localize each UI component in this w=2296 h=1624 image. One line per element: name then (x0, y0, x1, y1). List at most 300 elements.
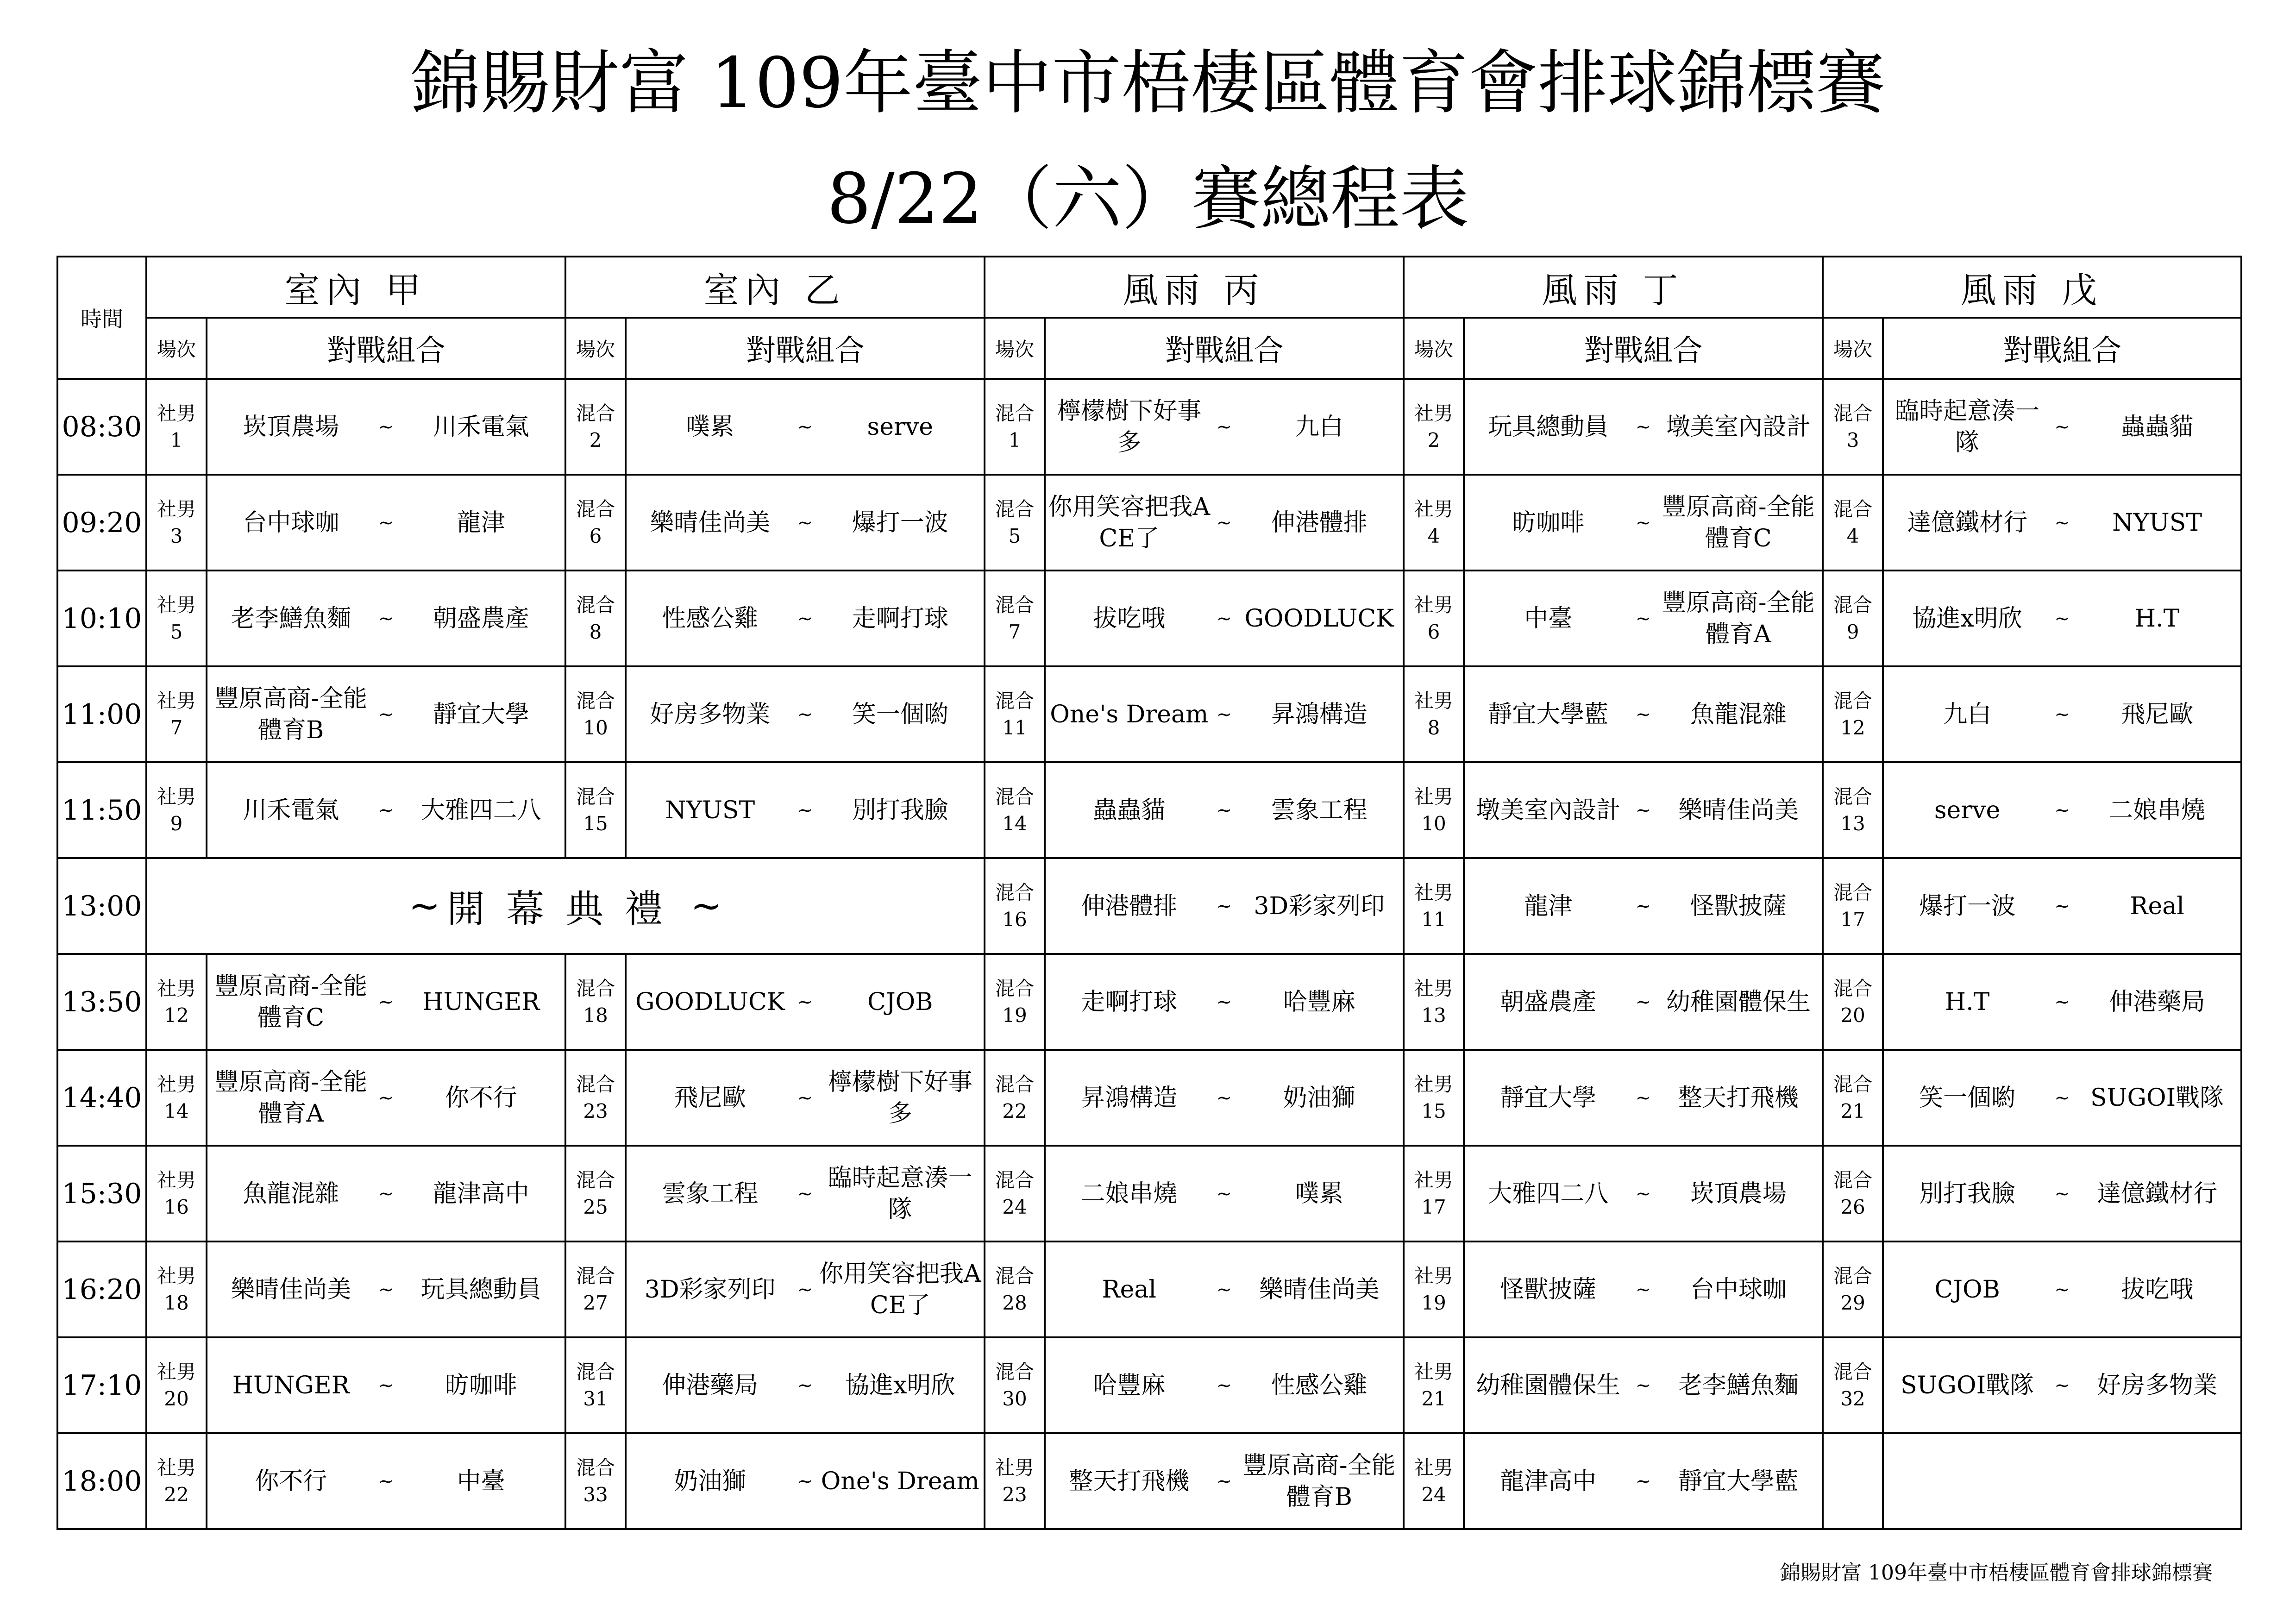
match-number: 5 (170, 620, 183, 643)
match-number: 1 (1008, 428, 1021, 451)
match-pairing (1464, 858, 1823, 954)
match-pairing (207, 1337, 565, 1433)
team-a: 檸檬樹下好事多 (1057, 397, 1202, 457)
match-number: 16 (1002, 908, 1027, 931)
team-a: 3D彩家列印 (644, 1275, 776, 1304)
team-a: 走啊打球 (1081, 988, 1178, 1016)
match-code (1823, 571, 1883, 666)
team-a: 別打我臉 (1919, 1179, 2016, 1208)
match-header: 對戰組合 (1045, 318, 1404, 379)
match-pairing (207, 954, 565, 1050)
match-code (1404, 379, 1464, 475)
match-type: 混合 (995, 689, 1035, 712)
pairing (1465, 955, 1822, 1049)
vs-separator: ~ (1216, 512, 1232, 533)
match-code (985, 571, 1045, 666)
team-b: 笑一個喲 (852, 700, 948, 728)
team-a: 老李鱔魚麵 (231, 604, 351, 633)
match-code (1404, 475, 1464, 571)
match-number: 16 (164, 1195, 189, 1218)
match-code (146, 954, 207, 1050)
match-pairing (207, 475, 565, 571)
match-code (1404, 954, 1464, 1050)
team-b: 怪獸披薩 (1690, 892, 1787, 920)
pairing (1046, 380, 1403, 474)
match-code (1823, 1146, 1883, 1242)
pairing (1884, 1242, 2240, 1336)
team-a: 拔吃哦 (1093, 604, 1166, 633)
team-a: 好房多物業 (650, 700, 771, 728)
time-slot: 18:00 (57, 1433, 146, 1529)
team-a: 協進x明欣 (1912, 604, 2022, 633)
empty-code-cell (1823, 1433, 1883, 1529)
pairing (627, 955, 984, 1049)
team-b: 別打我臉 (852, 796, 948, 824)
vs-separator: ~ (378, 416, 394, 438)
match-number: 7 (1008, 620, 1021, 643)
match-pairing (626, 762, 985, 858)
match-number: 33 (583, 1483, 608, 1506)
match-type: 混合 (995, 1264, 1035, 1287)
vs-separator: ~ (797, 1470, 813, 1492)
match-pairing (1045, 379, 1404, 475)
match-number: 22 (1002, 1099, 1027, 1122)
code-header: 場次 (565, 318, 626, 379)
schedule-row (57, 1242, 2241, 1337)
match-pairing (1045, 762, 1404, 858)
match-type: 混合 (576, 1168, 615, 1191)
match-number: 24 (1421, 1483, 1446, 1506)
pairing (1046, 1242, 1403, 1336)
vs-separator: ~ (797, 1087, 813, 1109)
team-a: GOODLUCK (635, 988, 785, 1016)
match-pairing (1045, 666, 1404, 762)
match-number: 9 (170, 812, 183, 835)
pairing (1046, 859, 1403, 953)
match-number: 13 (1421, 1003, 1446, 1027)
pairing (1046, 955, 1403, 1049)
schedule-row (57, 666, 2241, 762)
match-number: 20 (164, 1387, 189, 1410)
time-header: 時間 (57, 257, 146, 379)
match-type: 社男 (157, 497, 196, 520)
team-b: 你不行 (445, 1084, 517, 1112)
match-number: 4 (1427, 524, 1440, 547)
team-b: 3D彩家列印 (1254, 892, 1385, 920)
vs-separator: ~ (1216, 991, 1232, 1013)
match-type: 混合 (1833, 1168, 1873, 1191)
vs-separator: ~ (1216, 799, 1232, 821)
match-pairing (207, 1146, 565, 1242)
team-a: 你不行 (255, 1467, 327, 1495)
match-code (985, 858, 1045, 954)
vs-separator: ~ (1216, 1470, 1232, 1492)
team-a: 怪獸披薩 (1500, 1275, 1597, 1304)
pairing (627, 380, 984, 474)
match-number: 14 (164, 1099, 189, 1122)
match-type: 社男 (1414, 881, 1454, 904)
match-number: 8 (1427, 716, 1440, 739)
schedule-row (57, 571, 2241, 666)
match-code (1404, 1146, 1464, 1242)
team-a: 台中球咖 (243, 508, 339, 537)
team-a: 中臺 (1524, 604, 1573, 633)
team-b: 協進x明欣 (845, 1371, 955, 1399)
team-b: 玩具總動員 (420, 1275, 541, 1304)
match-pairing (207, 762, 565, 858)
match-number: 3 (1846, 428, 1859, 451)
pairing (1884, 1338, 2240, 1432)
vs-separator: ~ (378, 1087, 394, 1109)
pairing (627, 1147, 984, 1241)
match-code (985, 1433, 1045, 1529)
match-type: 混合 (576, 1456, 615, 1479)
time-slot: 14:40 (57, 1050, 146, 1146)
match-number: 3 (170, 524, 183, 547)
team-a: 奶油獅 (674, 1467, 747, 1495)
match-type: 混合 (995, 401, 1035, 425)
match-number: 25 (583, 1195, 608, 1218)
match-number: 17 (1421, 1195, 1446, 1218)
match-pairing (1045, 475, 1404, 571)
team-a: 崁頂農場 (243, 413, 339, 441)
team-b: Real (2130, 892, 2184, 920)
match-number: 23 (1002, 1483, 1027, 1506)
match-type: 混合 (1833, 1264, 1873, 1287)
match-pairing (207, 1050, 565, 1146)
team-a: 臨時起意湊一隊 (1895, 397, 2040, 457)
team-b: SUGOI戰隊 (2090, 1084, 2224, 1112)
team-b: CJOB (867, 988, 933, 1016)
vs-separator: ~ (797, 1183, 813, 1204)
match-number: 12 (1840, 716, 1865, 739)
team-a: 幼稚園體保生 (1476, 1371, 1621, 1399)
match-code (985, 379, 1045, 475)
vs-separator: ~ (1635, 895, 1651, 917)
vs-separator: ~ (797, 703, 813, 725)
match-code (146, 475, 207, 571)
team-a: 伸港藥局 (662, 1371, 759, 1399)
vs-separator: ~ (2054, 1374, 2070, 1396)
match-number: 5 (1008, 524, 1021, 547)
match-number: 27 (583, 1291, 608, 1314)
pairing (1465, 380, 1822, 474)
match-number: 21 (1840, 1099, 1865, 1122)
vs-separator: ~ (1635, 416, 1651, 438)
pairing (1465, 1434, 1822, 1528)
match-code (565, 1242, 626, 1337)
pairing (1465, 1051, 1822, 1145)
schedule-row (57, 1433, 2241, 1529)
match-code (565, 1433, 626, 1529)
schedule-row (57, 762, 2241, 858)
match-code (985, 762, 1045, 858)
team-b: 魚龍混雜 (1690, 700, 1787, 728)
match-code (1404, 1433, 1464, 1529)
pairing (1046, 571, 1403, 665)
match-code (1404, 571, 1464, 666)
page-title: 錦賜財富 109年臺中市梧棲區體育會排球錦標賽 (411, 43, 1885, 124)
match-type: 社男 (1414, 689, 1454, 712)
match-number: 2 (1427, 428, 1440, 451)
match-type: 混合 (1833, 1072, 1873, 1096)
pairing (207, 763, 565, 857)
match-number: 24 (1002, 1195, 1027, 1218)
team-b: 幼稚園體保生 (1666, 988, 1811, 1016)
team-a: 豐原高商-全能體育A (214, 1068, 368, 1128)
match-number: 6 (1427, 620, 1440, 643)
match-number: 29 (1840, 1291, 1865, 1314)
match-code (1823, 1337, 1883, 1433)
match-pairing (1045, 1050, 1404, 1146)
match-type: 社男 (1414, 1360, 1454, 1383)
team-a: 川禾電氣 (243, 796, 339, 824)
pairing (1046, 667, 1403, 761)
schedule-table (56, 256, 2242, 1530)
match-type: 社男 (995, 1456, 1035, 1479)
match-pairing (1883, 666, 2241, 762)
vs-separator: ~ (1216, 416, 1232, 438)
match-code (146, 1337, 207, 1433)
match-pairing (1883, 1337, 2241, 1433)
team-a: 你用笑容把我ACE了 (1048, 493, 1211, 552)
match-type: 混合 (1833, 689, 1873, 712)
vs-separator: ~ (1635, 991, 1651, 1013)
match-code (565, 954, 626, 1050)
match-pairing (1464, 954, 1823, 1050)
pairing (207, 1051, 565, 1145)
match-pairing (1045, 1146, 1404, 1242)
match-number: 18 (164, 1291, 189, 1314)
match-number: 19 (1002, 1003, 1027, 1027)
team-a: 龍津高中 (1500, 1467, 1597, 1495)
team-b: 豐原高商-全能體育B (1243, 1451, 1396, 1511)
vs-separator: ~ (378, 1183, 394, 1204)
team-b: 飛尼歐 (2121, 700, 2194, 728)
vs-separator: ~ (797, 416, 813, 438)
match-code (146, 1050, 207, 1146)
match-pairing (1883, 379, 2241, 475)
team-b: 奶油獅 (1283, 1084, 1355, 1112)
match-pairing (1883, 571, 2241, 666)
team-a: 朝盛農產 (1500, 988, 1597, 1016)
team-b: 走啊打球 (852, 604, 948, 633)
pairing (1465, 1242, 1822, 1336)
team-b: 好房多物業 (2097, 1371, 2218, 1399)
team-b: 老李鱔魚麵 (1678, 1371, 1799, 1399)
vs-separator: ~ (1216, 1087, 1232, 1109)
match-type: 混合 (576, 977, 615, 1000)
pairing (1046, 1338, 1403, 1432)
team-b: 性感公雞 (1271, 1371, 1368, 1399)
match-type: 混合 (995, 881, 1035, 904)
venue-header: 風雨 戊 (1823, 257, 2241, 318)
match-number: 22 (164, 1483, 189, 1506)
match-pairing (626, 475, 985, 571)
schedule-row (57, 858, 2241, 954)
match-code (146, 1242, 207, 1337)
time-slot: 13:50 (57, 954, 146, 1050)
team-a: H.T (1945, 988, 1990, 1016)
team-b: 昉咖啡 (445, 1371, 517, 1399)
schedule-row (57, 954, 2241, 1050)
team-b: 川禾電氣 (433, 413, 529, 441)
vs-separator: ~ (2054, 1087, 2070, 1109)
match-type: 社男 (1414, 1072, 1454, 1096)
vs-separator: ~ (378, 608, 394, 629)
team-b: 崁頂農場 (1690, 1179, 1787, 1208)
schedule-row (57, 1146, 2241, 1242)
schedule-row (57, 1337, 2241, 1433)
vs-separator: ~ (2054, 416, 2070, 438)
match-type: 混合 (995, 1360, 1035, 1383)
team-b: 樂晴佳尚美 (1678, 796, 1799, 824)
vs-separator: ~ (1635, 1470, 1651, 1492)
team-b: 蟲蟲貓 (2121, 413, 2194, 441)
time-slot: 17:10 (57, 1337, 146, 1433)
match-type: 混合 (1833, 1360, 1873, 1383)
team-b: 達億鐵材行 (2097, 1179, 2218, 1208)
match-pairing (207, 666, 565, 762)
team-a: One's Dream (1050, 700, 1209, 728)
team-a: 飛尼歐 (674, 1084, 747, 1112)
pairing (207, 1434, 565, 1528)
team-b: 豐原高商-全能體育C (1662, 493, 1815, 552)
time-slot: 16:20 (57, 1242, 146, 1337)
vs-separator: ~ (1216, 1374, 1232, 1396)
team-a: NYUST (665, 796, 755, 824)
vs-separator: ~ (797, 1374, 813, 1396)
match-pairing (1883, 858, 2241, 954)
match-number: 4 (1846, 524, 1859, 547)
team-b: 你用笑容把我ACE了 (819, 1260, 981, 1319)
pairing (1465, 667, 1822, 761)
team-a: 豐原高商-全能體育B (214, 684, 368, 744)
match-number: 7 (170, 716, 183, 739)
match-type: 混合 (995, 977, 1035, 1000)
match-number: 12 (164, 1003, 189, 1027)
pairing (1465, 763, 1822, 857)
match-code (565, 762, 626, 858)
match-pairing (1464, 1050, 1823, 1146)
vs-separator: ~ (2054, 703, 2070, 725)
pairing (627, 1242, 984, 1336)
match-type: 混合 (1833, 497, 1873, 520)
match-type: 混合 (995, 1072, 1035, 1096)
vs-separator: ~ (2054, 895, 2070, 917)
match-code (565, 475, 626, 571)
ceremony-label (147, 879, 984, 933)
team-b: 中臺 (457, 1467, 505, 1495)
pairing (1046, 476, 1403, 570)
match-type: 社男 (157, 1072, 196, 1096)
match-pairing (1883, 762, 2241, 858)
match-number: 23 (583, 1099, 608, 1122)
match-code (146, 1146, 207, 1242)
match-number: 15 (1421, 1099, 1446, 1122)
team-b: 九白 (1295, 413, 1343, 441)
team-a: 昉咖啡 (1512, 508, 1585, 537)
opening-ceremony (146, 858, 985, 954)
match-code (565, 1146, 626, 1242)
match-code (565, 1337, 626, 1433)
footer-note: 錦賜財富 109年臺中市梧棲區體育會排球錦標賽 (1780, 1561, 2213, 1585)
match-pairing (1045, 954, 1404, 1050)
match-pairing (1464, 762, 1823, 858)
schedule-row (57, 1050, 2241, 1146)
code-header: 場次 (146, 318, 207, 379)
vs-separator: ~ (378, 799, 394, 821)
match-type: 社男 (157, 977, 196, 1000)
team-a: 達億鐵材行 (1907, 508, 2028, 537)
time-slot: 10:10 (57, 571, 146, 666)
vs-separator: ~ (378, 512, 394, 533)
team-b: 豐原高商-全能體育A (1662, 589, 1815, 648)
match-pairing (1464, 475, 1823, 571)
pairing (207, 955, 565, 1049)
match-pairing (1045, 1433, 1404, 1529)
team-b: 龍津 (457, 508, 505, 537)
match-pairing (1045, 1242, 1404, 1337)
vs-separator: ~ (1635, 1087, 1651, 1109)
match-code (146, 379, 207, 475)
pairing (1884, 1051, 2240, 1145)
team-b: 樂晴佳尚美 (1259, 1275, 1380, 1304)
vs-separator: ~ (797, 512, 813, 533)
team-a: serve (1934, 796, 2001, 824)
match-pairing (1883, 1146, 2241, 1242)
vs-separator: ~ (1635, 512, 1651, 533)
match-code (985, 666, 1045, 762)
team-a: 樂晴佳尚美 (650, 508, 771, 537)
match-number: 32 (1840, 1387, 1865, 1410)
match-number: 2 (589, 428, 602, 451)
match-type: 社男 (1414, 977, 1454, 1000)
match-pairing (1464, 379, 1823, 475)
time-slot: 15:30 (57, 1146, 146, 1242)
code-header: 場次 (985, 318, 1045, 379)
time-slot: 09:20 (57, 475, 146, 571)
pairing (207, 1338, 565, 1432)
match-number: 28 (1002, 1291, 1027, 1314)
team-b: One's Dream (821, 1467, 979, 1495)
match-code (1404, 666, 1464, 762)
match-type: 社男 (1414, 785, 1454, 808)
pairing (627, 763, 984, 857)
match-type: 混合 (576, 401, 615, 425)
match-type: 社男 (157, 785, 196, 808)
match-pairing (207, 1242, 565, 1337)
match-number: 15 (583, 812, 608, 835)
match-type: 社男 (157, 1168, 196, 1191)
pairing (1884, 763, 2240, 857)
time-slot: 11:50 (57, 762, 146, 858)
vs-separator: ~ (378, 1374, 394, 1396)
match-type: 混合 (1833, 881, 1873, 904)
match-type: 社男 (1414, 1456, 1454, 1479)
match-header: 對戰組合 (1883, 318, 2241, 379)
team-a: 豐原高商-全能體育C (214, 972, 368, 1032)
team-a: HUNGER (232, 1371, 350, 1399)
team-a: 爆打一波 (1919, 892, 2016, 920)
match-pairing (1045, 858, 1404, 954)
match-number: 10 (583, 716, 608, 739)
team-a: 墩美室內設計 (1476, 796, 1621, 824)
team-a: 性感公雞 (662, 604, 759, 633)
team-a: 玩具總動員 (1488, 413, 1609, 441)
pairing (207, 380, 565, 474)
vs-separator: ~ (797, 991, 813, 1013)
